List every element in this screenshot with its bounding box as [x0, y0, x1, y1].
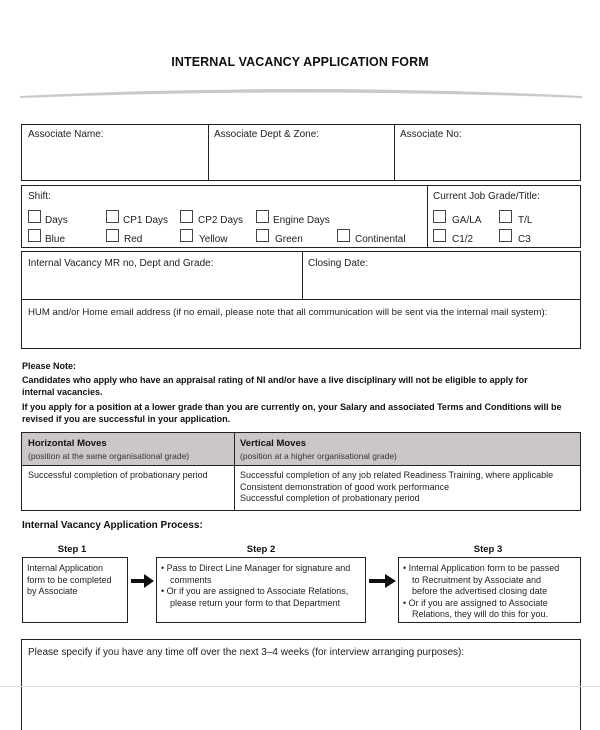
- arrow-right-icon: [131, 571, 155, 591]
- shift-continental-label: Continental: [355, 234, 406, 245]
- step-3-box: [398, 557, 581, 623]
- step-1-line-2: form to be completed: [27, 574, 112, 585]
- step-3-bullet-1-line-2: to Recruitment by Associate and: [412, 574, 542, 585]
- page-bottom-border: [0, 686, 600, 687]
- step-2-box: [156, 557, 366, 623]
- step-3-bullet-2-line-1: • Or if you are assigned to Associate: [403, 597, 548, 608]
- step-2-heading: Step 2: [246, 544, 276, 555]
- note-line-1: Candidates who apply who have an appraisal rating of NI and/or have a live disciplinary will not be eligible to apply for: [22, 375, 528, 385]
- step-1-heading: Step 1: [57, 544, 87, 555]
- shift-days-checkbox[interactable]: [28, 210, 41, 223]
- horizontal-moves-subtitle: (position at the same organisational grade): [28, 451, 190, 461]
- step-3-heading: Step 3: [473, 544, 503, 555]
- shift-cp2-days-label: CP2 Days: [198, 215, 244, 226]
- shift-label: Shift:: [28, 191, 51, 202]
- time-off-label: Please specify if you have any time off over the next 3–4 weeks (for interview arranging purposes):: [28, 647, 465, 658]
- step-2-bullet-2-line-1: • Or if you are assigned to Associate Relations,: [161, 586, 349, 596]
- grade-c3-label: C3: [518, 234, 531, 245]
- form-title: INTERNAL VACANCY APPLICATION FORM: [171, 55, 429, 69]
- horizontal-moves-title: Horizontal Moves: [28, 438, 107, 449]
- associate-dept-field[interactable]: [209, 143, 394, 180]
- shift-yellow-checkbox[interactable]: [180, 229, 193, 242]
- step-3-bullet-2-line-2: Relations, they will do this for you.: [412, 609, 549, 619]
- associate-name-field[interactable]: [22, 143, 208, 180]
- email-label: HUM and/or Home email address (if no email, please note that all communication will be sent via the internal mail system):: [28, 307, 548, 318]
- grade-c1-2-label: C1/2: [452, 234, 474, 245]
- step-2-bullet-1-line-1: • Pass to Direct Line Manager for signature and: [161, 563, 351, 573]
- shift-yellow-label: Yellow: [199, 234, 228, 245]
- associate-no-label: Associate No:: [400, 129, 462, 140]
- shift-grade-row: [21, 185, 581, 248]
- grade-ga-la-checkbox[interactable]: [433, 210, 446, 223]
- grade-tl-checkbox[interactable]: [499, 210, 512, 223]
- shift-engine-days-label: Engine Days: [273, 215, 330, 226]
- email-row: [21, 299, 581, 349]
- shift-blue-checkbox[interactable]: [28, 229, 41, 242]
- shift-red-label: Red: [124, 234, 143, 245]
- shift-engine-days-checkbox[interactable]: [256, 210, 269, 223]
- step-3-bullet-1-line-3: before the advertised closing date: [412, 586, 548, 596]
- associate-name-label: Associate Name:: [28, 129, 104, 140]
- step-1-line-1: Internal Application: [27, 563, 104, 573]
- shift-blue-label: Blue: [45, 234, 66, 245]
- shift-days-label: Days: [45, 215, 68, 226]
- vertical-moves-title: Vertical Moves: [240, 438, 307, 449]
- shift-green-label: Green: [275, 234, 303, 245]
- grade-c3-checkbox[interactable]: [499, 229, 512, 242]
- step-1-line-3: by Associate: [27, 586, 78, 596]
- shift-cp1-days-checkbox[interactable]: [106, 210, 119, 223]
- grade-tl-label: T/L: [518, 215, 533, 226]
- job-grade-label: Current Job Grade/Title:: [433, 191, 540, 202]
- vertical-moves-body-1: Successful completion of any job related Readiness Training, where applicable: [240, 470, 554, 480]
- shift-continental-checkbox[interactable]: [337, 229, 350, 242]
- step-1-box: [22, 557, 128, 623]
- vacancy-mr-label: Internal Vacancy MR no, Dept and Grade:: [28, 258, 214, 269]
- associate-no-field[interactable]: [395, 143, 580, 180]
- associate-dept-label: Associate Dept & Zone:: [214, 129, 320, 140]
- arrow-right-icon: [369, 571, 397, 591]
- note-line-2: internal vacancies.: [22, 387, 103, 397]
- process-title: Internal Vacancy Application Process:: [22, 520, 203, 531]
- decorative-swoosh: [18, 84, 584, 104]
- closing-date-field[interactable]: [303, 272, 580, 299]
- associate-info-row: [21, 124, 581, 181]
- time-off-field[interactable]: [22, 662, 580, 730]
- note-heading: Please Note:: [22, 361, 77, 371]
- shift-cp2-days-checkbox[interactable]: [180, 210, 193, 223]
- email-field[interactable]: [22, 320, 580, 348]
- grade-c1-2-checkbox[interactable]: [433, 229, 446, 242]
- shift-red-checkbox[interactable]: [106, 229, 119, 242]
- shift-green-checkbox[interactable]: [256, 229, 269, 242]
- vertical-moves-body-3: Successful completion of probationary period: [240, 493, 420, 503]
- horizontal-moves-body: Successful completion of probationary period: [28, 470, 208, 480]
- note-line-3: If you apply for a position at a lower grade than you are currently on, your Salary and associated Terms and Conditions will be: [22, 402, 562, 412]
- vertical-moves-subtitle: (position at a higher organisational grade): [240, 451, 397, 461]
- step-2-bullet-2-line-2: please return your form to that Department: [170, 597, 341, 608]
- shift-cp1-days-label: CP1 Days: [123, 215, 169, 226]
- step-2-bullet-1-line-2: comments: [170, 574, 212, 585]
- vertical-moves-body-2: Consistent demonstration of good work performance: [240, 481, 450, 492]
- grade-ga-la-label: GA/LA: [452, 215, 482, 226]
- note-line-4: revised if you are successful in your application.: [22, 414, 231, 424]
- step-3-bullet-1-line-1: • Internal Application form to be passed: [403, 563, 560, 573]
- time-off-row: [21, 639, 581, 730]
- closing-date-label: Closing Date:: [308, 258, 369, 269]
- vacancy-mr-field[interactable]: [22, 272, 302, 299]
- moves-table: [21, 432, 581, 511]
- vacancy-row: [21, 251, 581, 300]
